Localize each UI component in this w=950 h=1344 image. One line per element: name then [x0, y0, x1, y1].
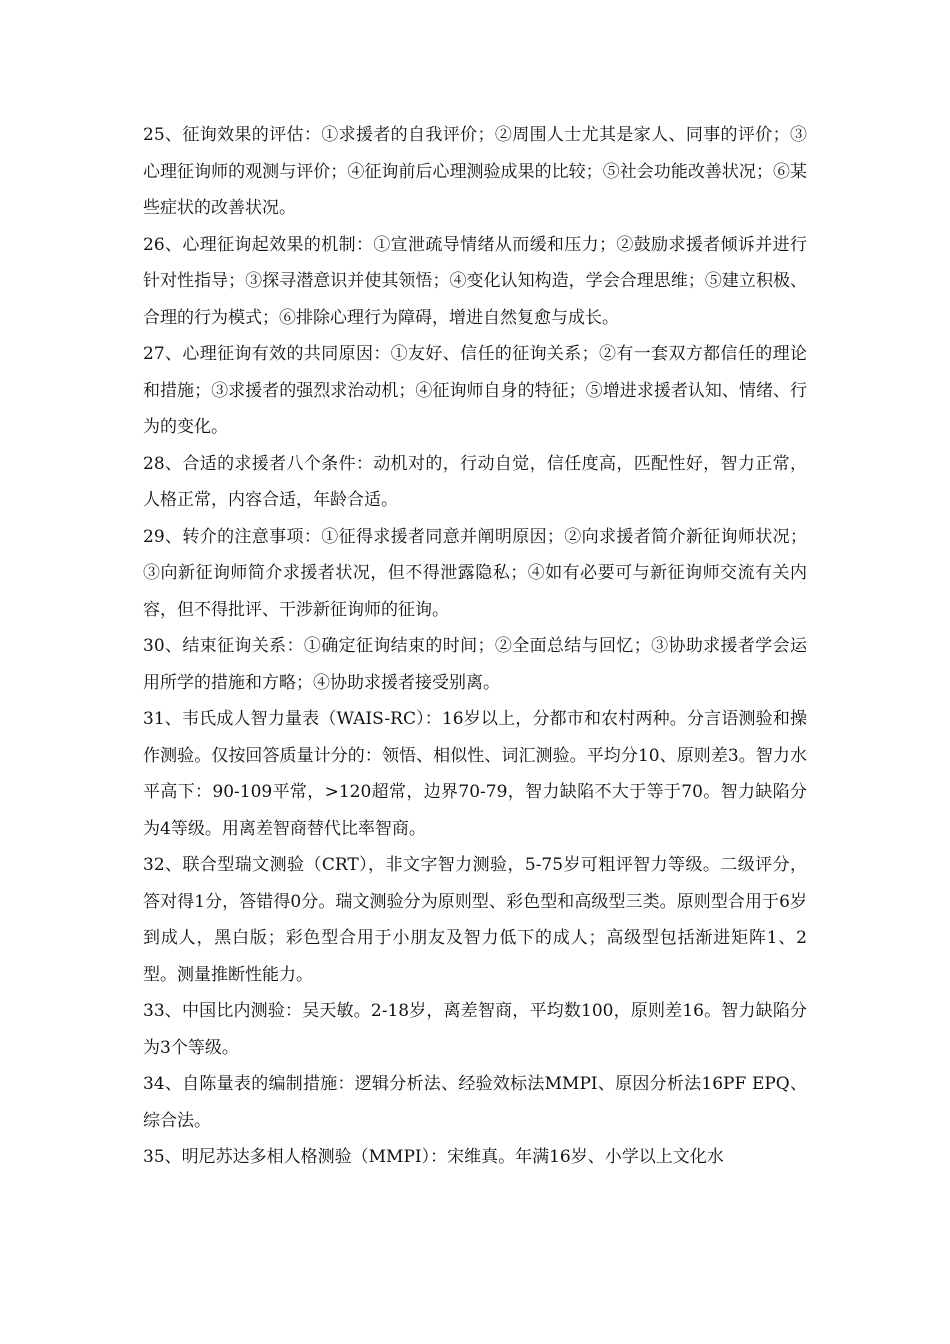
- paragraph-35: 35、明尼苏达多相人格测验（MMPI）：宋维真。年满16岁、小学以上文化水: [143, 1147, 724, 1167]
- paragraph-28: 28、合适的求援者八个条件：动机对的，行动自觉，信任度高，匹配性好，智力正常，人格正常，内容合适，年龄合适。: [143, 453, 807, 510]
- paragraph-25: 25、征询效果的评估：①求援者的自我评价；②周围人士尤其是家人、同事的评价；③心理征询师的观测与评价；④征询前后心理测验成果的比较；⑤社会功能改善状况；⑥某些症状的改善状况。: [143, 125, 807, 218]
- document-page: [143, 117, 807, 1176]
- paragraph-30: 30、结束征询关系：①确定征询结束的时间；②全面总结与回忆；③协助求援者学会运用所学的措施和方略；④协助求援者接受别离。: [143, 636, 807, 693]
- paragraph-27: 27、心理征询有效的共同原因：①友好、信任的征询关系；②有一套双方都信任的理论和措施；③求援者的强烈求治动机；④征询师自身的特征；⑤增进求援者认知、情绪、行为的变化。: [143, 344, 807, 437]
- paragraph-29: 29、转介的注意事项：①征得求援者同意并阐明原因；②向求援者简介新征询师状况；③向新征询师简介求援者状况，但不得泄露隐私；④如有必要可与新征询师交流有关内容，但不得批评、干涉新征询师的征询。: [143, 526, 807, 620]
- paragraph-31: 31、韦氏成人智力量表（WAIS-RC）：16岁以上，分都市和农村两种。分言语测验和操作测验。仅按回答质量计分的：领悟、相似性、词汇测验。平均分10、原则差3。智力水平高下：90-109平常，>120超常，边界70-79，智力缺陷不大于等于70。智力缺陷分为4等级。用离差智商替代比率智商。: [143, 709, 807, 839]
- paragraph-34: 34、自陈量表的编制措施：逻辑分析法、经验效标法MMPI、原因分析法16PF EPQ、综合法。: [143, 1074, 807, 1131]
- paragraph-26: 26、心理征询起效果的机制：①宣泄疏导情绪从而缓和压力；②鼓励求援者倾诉并进行针对性指导；③探寻潜意识并使其领悟；④变化认知构造，学会合理思维；⑤建立积极、合理的行为模式；⑥排除心理行为障碍，增进自然复愈与成长。: [143, 234, 807, 328]
- paragraph-33: 33、中国比内测验：吴天敏。2-18岁，离差智商，平均数100，原则差16。智力缺陷分为3个等级。: [143, 1001, 807, 1058]
- paragraph-32: 32、联合型瑞文测验（CRT），非文字智力测验，5-75岁可粗评智力等级。二级评分，答对得1分，答错得0分。瑞文测验分为原则型、彩色型和高级型三类。原则型合用于6岁到成人，黑白版；彩色型合用于小朋友及智力低下的成人；高级型包括渐进矩阵1、2型。测量推断性能力。: [143, 855, 807, 985]
